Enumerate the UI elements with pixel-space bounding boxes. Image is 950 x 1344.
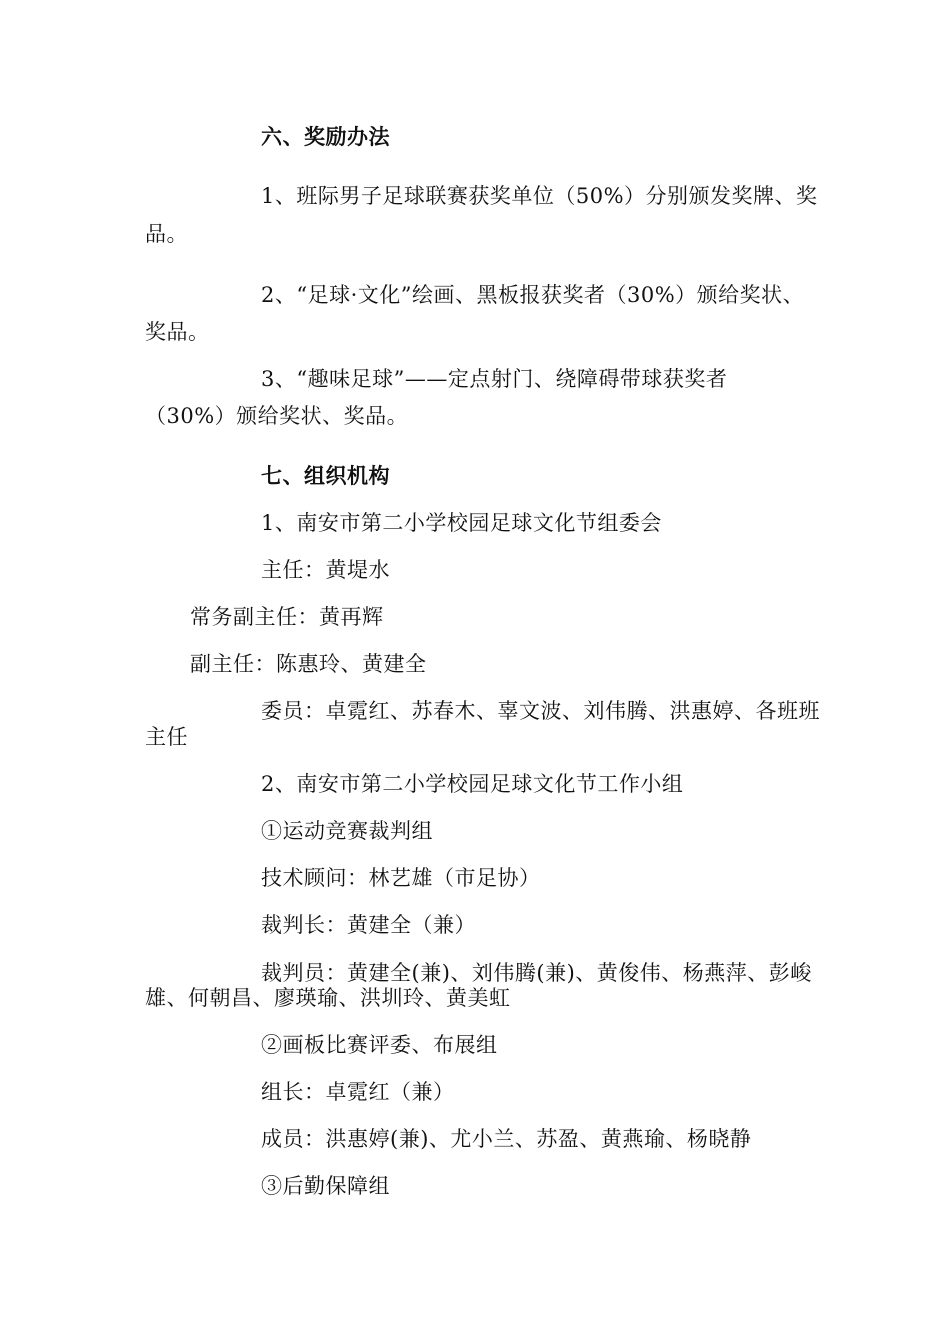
reward-item-3-line-2: （30%）颁给奖状、奖品。 [145,404,409,428]
committee-members-line-1: 委员：卓霓红、苏春木、辜文波、刘伟腾、洪惠婷、各班班 [261,699,820,723]
committee-members-line-2: 主任 [145,725,188,749]
art-group-leader: 组长：卓霓红（兼） [261,1080,455,1104]
reward-item-2-line-2: 奖品。 [145,320,210,344]
logistics-group-title: ③后勤保障组 [261,1174,390,1198]
referee-chief: 裁判长：黄建全（兼） [261,913,476,937]
art-group-members: 成员：洪惠婷(兼)、尤小兰、苏盈、黄燕瑜、杨晓静 [261,1127,752,1151]
committee-title: 1、南安市第二小学校园足球文化节组委会 [261,511,662,535]
referee-group-title: ①运动竞赛裁判组 [261,819,433,843]
reward-item-2-line-1: 2、“足球·文化”绘画、黑板报获奖者（30%）颁给奖状、 [261,283,805,307]
committee-director: 主任：黄堤水 [261,558,390,582]
committee-deputy: 副主任：陈惠玲、黄建全 [190,652,427,676]
referee-advisor: 技术顾问：林艺雄（市足协） [261,866,541,890]
section-heading-reward: 六、奖励办法 [261,125,390,149]
reward-item-3-line-1: 3、“趣味足球”——定点射门、绕障碍带球获奖者 [261,367,728,391]
working-group-title: 2、南安市第二小学校园足球文化节工作小组 [261,772,684,796]
referee-members-line-1: 裁判员：黄建全(兼)、刘伟腾(兼)、黄俊伟、杨燕萍、彭峻 [261,961,812,985]
art-group-title: ②画板比赛评委、布展组 [261,1033,498,1057]
section-heading-organization: 七、组织机构 [261,464,390,488]
committee-executive-deputy: 常务副主任：黄再辉 [190,605,384,629]
reward-item-1-line-1: 1、班际男子足球联赛获奖单位（50%）分别颁发奖牌、奖 [261,184,818,208]
reward-item-1-line-2: 品。 [145,222,188,246]
referee-members-line-2: 雄、何朝昌、廖瑛瑜、洪圳玲、黄美虹 [145,986,511,1010]
